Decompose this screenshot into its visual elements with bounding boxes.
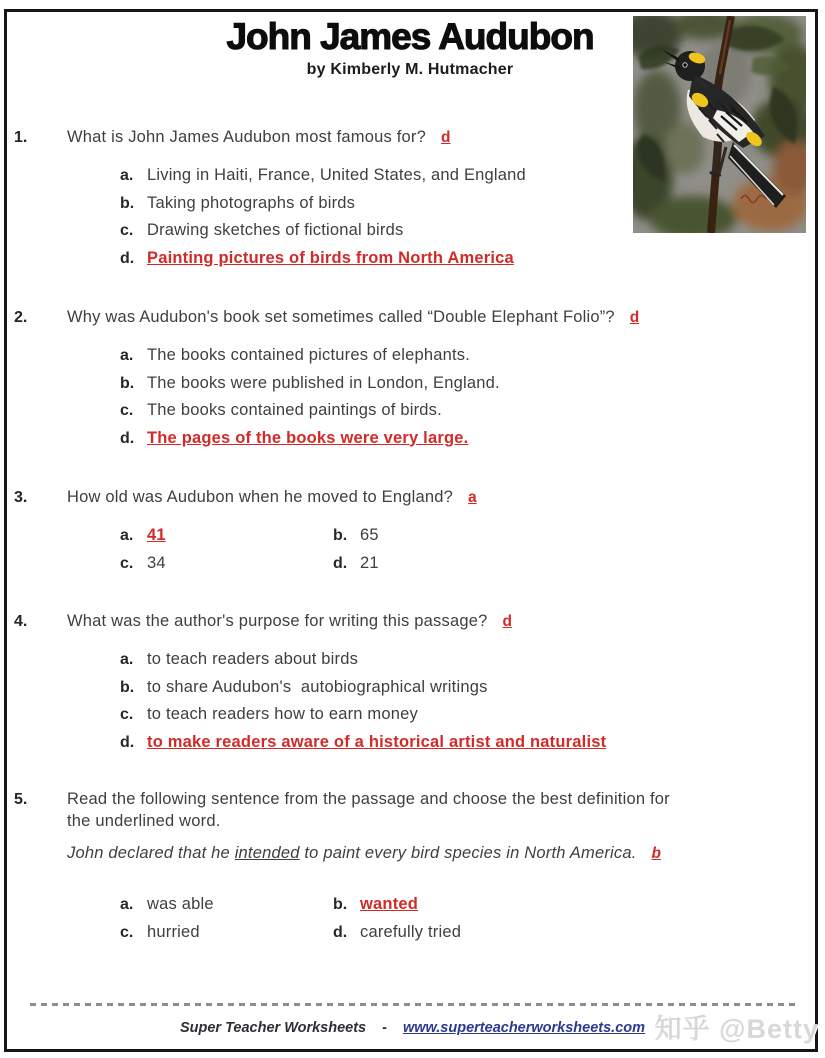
option-b-correct	[333, 891, 811, 919]
options-list	[120, 646, 811, 756]
page-title: John James Audubon	[226, 16, 594, 57]
option-c	[120, 550, 333, 578]
option-c	[120, 217, 811, 245]
option-text: Living in Haiti, France, United States, and England	[147, 166, 526, 184]
option-text: Taking photographs of birds	[147, 193, 356, 212]
option-c	[120, 397, 811, 425]
option-text: 34	[147, 553, 166, 572]
option-text: carefully tried	[360, 922, 462, 941]
option-letter: d.	[333, 923, 348, 941]
option-text-correct: Painting pictures of birds from North America	[147, 248, 514, 267]
option-letter: a.	[120, 347, 134, 364]
option-letter: b.	[333, 896, 348, 913]
option-letter: c.	[120, 402, 134, 419]
question-1	[14, 126, 811, 272]
option-letter: d.	[120, 429, 135, 447]
option-text-correct: The pages of the books were very large.	[147, 428, 469, 447]
answer-key-letter: a	[468, 489, 477, 506]
option-text: The books contained pictures of elephants.	[147, 346, 471, 364]
underlined-word: intended	[234, 844, 300, 862]
question-text: How old was Audubon when he moved to England? a	[67, 488, 477, 506]
option-letter: b.	[333, 527, 348, 544]
question-3	[14, 486, 811, 577]
option-text: to teach readers how to earn money	[147, 705, 418, 723]
option-c	[120, 919, 333, 947]
option-text: hurried	[147, 922, 200, 941]
zhihu-watermark: 知乎 @Betty	[654, 1014, 819, 1044]
option-text-correct: wanted	[360, 895, 419, 913]
option-letter: b.	[120, 194, 135, 212]
option-letter: b.	[120, 678, 135, 696]
option-d-correct	[120, 245, 811, 273]
option-d	[333, 919, 811, 947]
option-a	[120, 342, 811, 370]
footer-dashed-divider	[30, 1003, 795, 1006]
question-5	[14, 788, 811, 946]
option-text: to teach readers about birds	[147, 650, 359, 668]
question-number: 5.	[14, 791, 28, 808]
option-a	[120, 891, 333, 919]
answer-key-letter: b	[651, 845, 661, 862]
answer-key-letter: d	[629, 309, 640, 326]
question-number: 2.	[14, 309, 28, 326]
option-a	[120, 162, 811, 190]
option-d-correct	[120, 425, 811, 453]
option-letter: d.	[120, 733, 135, 751]
question-number: 4.	[14, 613, 28, 630]
question-text: What is John James Audubon most famous for? d	[67, 128, 451, 146]
sentence-prefix: John declared that he	[67, 844, 235, 862]
option-a-correct	[120, 522, 333, 550]
footer-url-link[interactable]: www.superteacherworksheets.com	[402, 1020, 646, 1036]
option-letter: a.	[120, 651, 134, 668]
question-number: 3.	[14, 489, 28, 506]
option-a	[120, 646, 811, 674]
option-c	[120, 701, 811, 729]
option-letter: c.	[120, 554, 134, 572]
option-letter: a.	[120, 527, 134, 544]
option-text: Drawing sketches of fictional birds	[147, 221, 404, 239]
option-letter: a.	[120, 167, 134, 184]
option-text-correct: 41	[147, 526, 166, 544]
question-2	[14, 306, 811, 452]
options-list	[120, 162, 811, 272]
option-text: to share Audubon's autobiographical writings	[147, 677, 488, 696]
question-text: Why was Audubon's book set sometimes called “Double Elephant Folio”? d	[67, 308, 640, 326]
option-b	[120, 190, 811, 218]
question-text: Read the following sentence from the passage and choose the best definition for the underlined word.	[67, 790, 670, 830]
option-letter: b.	[120, 374, 135, 392]
option-text: The books were published in London, England.	[147, 373, 500, 392]
option-text: 21	[360, 553, 379, 572]
passage-sentence	[67, 842, 811, 865]
byline: by Kimberly M. Hutmacher	[306, 61, 514, 78]
sentence-suffix: to paint every bird species in North America.	[299, 844, 637, 862]
options-list	[120, 342, 811, 452]
footer-separator: -	[382, 1020, 387, 1036]
option-b	[120, 370, 811, 398]
options-grid	[120, 522, 811, 577]
footer-brand: Super Teacher Worksheets	[179, 1020, 367, 1036]
question-text: What was the author's purpose for writing this passage? d	[67, 612, 512, 630]
option-letter: c.	[120, 923, 134, 941]
option-d	[333, 550, 811, 578]
option-text: 65	[360, 526, 379, 544]
option-text-correct: to make readers aware of a historical artist and naturalist	[147, 732, 607, 751]
option-b	[120, 674, 811, 702]
answer-key-letter: d	[502, 613, 512, 630]
answer-key-letter: d	[440, 129, 451, 146]
option-letter: d.	[120, 249, 135, 267]
option-letter: a.	[120, 896, 134, 913]
option-text: was able	[147, 895, 214, 913]
option-b	[333, 522, 811, 550]
option-text: The books contained paintings of birds.	[147, 401, 442, 419]
option-letter: c.	[120, 222, 134, 239]
options-grid	[120, 891, 811, 946]
option-letter: c.	[120, 706, 134, 723]
question-4	[14, 610, 811, 756]
option-letter: d.	[333, 554, 348, 572]
option-d-correct	[120, 729, 811, 757]
question-number: 1.	[14, 129, 28, 146]
